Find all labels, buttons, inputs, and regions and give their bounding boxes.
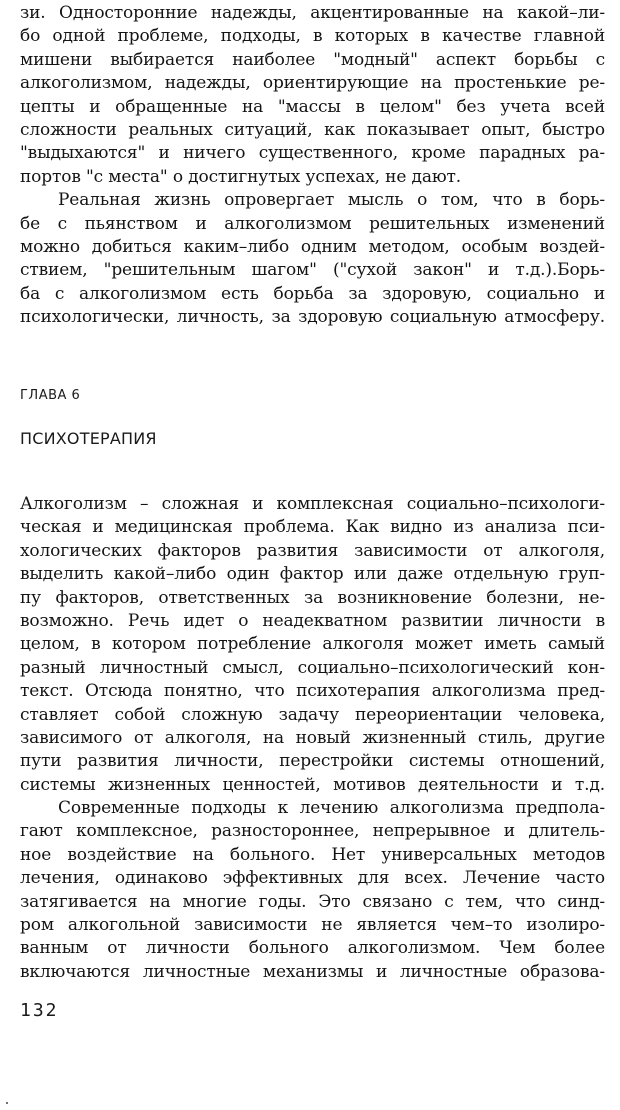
text-line: ба с алкоголизмом есть борьба за здоровую, социально и xyxy=(20,283,605,304)
text-line: системы жизненных ценностей, мотивов деятельности и т.д. xyxy=(20,774,605,795)
text-line: "выдыхаются" и ничего существенного, кроме парадных ра- xyxy=(20,143,605,164)
text-line: портов "с места" о достигнутых успехах, не дают. xyxy=(20,166,461,187)
text-line: ствием, "решительным шагом" ("сухой закон" и т.д.).Борь- xyxy=(20,260,605,281)
text-line: разный личностный смысл, социально–психологический кон- xyxy=(20,657,605,678)
text-line: гают комплексное, разностороннее, непрерывное и длитель- xyxy=(20,821,605,842)
text-line: Алкоголизм – сложная и комплексная социально–психологи- xyxy=(20,494,605,514)
text-line: Реальная жизнь опровергает мысль о том, что в борь- xyxy=(58,190,605,211)
text-line: затягивается на многие годы. Это связано с тем, что синд- xyxy=(20,891,605,912)
text-line: хологических факторов развития зависимости от алкоголя, xyxy=(20,540,605,561)
text-line: ром алкогольной зависимости не является чем–то изолиро- xyxy=(20,915,605,936)
text-line: психологически, личность, за здоровую социальную атмосферу. xyxy=(20,307,605,328)
text-line: пу факторов, ответственных за возникновение болезни, не- xyxy=(20,587,605,608)
text-line: возможно. Речь идет о неадекватном развитии личности в xyxy=(20,610,605,631)
text-line: мишени выбирается наиболее "модный" аспект борьбы с xyxy=(20,49,605,70)
text-line: сложности реальных ситуаций, как показывает опыт, быстро xyxy=(20,119,605,140)
text-line: ное воздействие на больного. Нет универсальных методов xyxy=(20,844,605,865)
text-line: зи. Односторонние надежды, акцентированные на какой–ли- xyxy=(20,3,605,23)
scan-speck xyxy=(6,1102,8,1104)
chapter-label: ГЛАВА 6 xyxy=(20,388,81,403)
text-line: алкоголизмом, надежды, ориентирующие на простенькие ре- xyxy=(20,73,605,94)
top-text-block xyxy=(20,2,605,329)
text-line: Современные подходы к лечению алкоголизма предпола- xyxy=(58,798,605,819)
text-line: зависимого от алкоголя, на новый жизненный стиль, другие xyxy=(20,727,605,748)
text-line: пути развития личности, перестройки системы отношений, xyxy=(20,751,605,772)
text-line: бо одной проблеме, подходы, в которых в качестве главной xyxy=(20,26,605,47)
text-line: включаются личностные механизмы и личностные образова- xyxy=(20,961,605,982)
text-line: ческая и медицинская проблема. Как видно из анализа пси- xyxy=(20,517,605,538)
text-line: ставляет собой сложную задачу переориентации человека, xyxy=(20,704,605,725)
text-line: текст. Отсюда понятно, что психотерапия алкоголизма пред- xyxy=(20,681,605,702)
text-line: бе с пьянством и алкоголизмом решительных изменений xyxy=(20,213,605,234)
text-line: ванным от личности больного алкоголизмом. Чем более xyxy=(20,938,605,959)
page-number: 132 xyxy=(20,1000,59,1021)
text-line: лечения, одинаково эффективных для всех. Лечение часто xyxy=(20,868,605,889)
text-line: выделить какой–либо один фактор или даже отдельную груп- xyxy=(20,564,605,585)
body-text-block xyxy=(20,493,605,984)
text-line: можно добиться каким–либо одним методом, особым воздей- xyxy=(20,236,605,257)
chapter-title: ПСИХОТЕРАПИЯ xyxy=(20,429,157,448)
text-line: цепты и обращенные на "массы в целом" без учета всей xyxy=(20,96,605,117)
text-line: целом, в котором потребление алкоголя может иметь самый xyxy=(20,634,605,655)
